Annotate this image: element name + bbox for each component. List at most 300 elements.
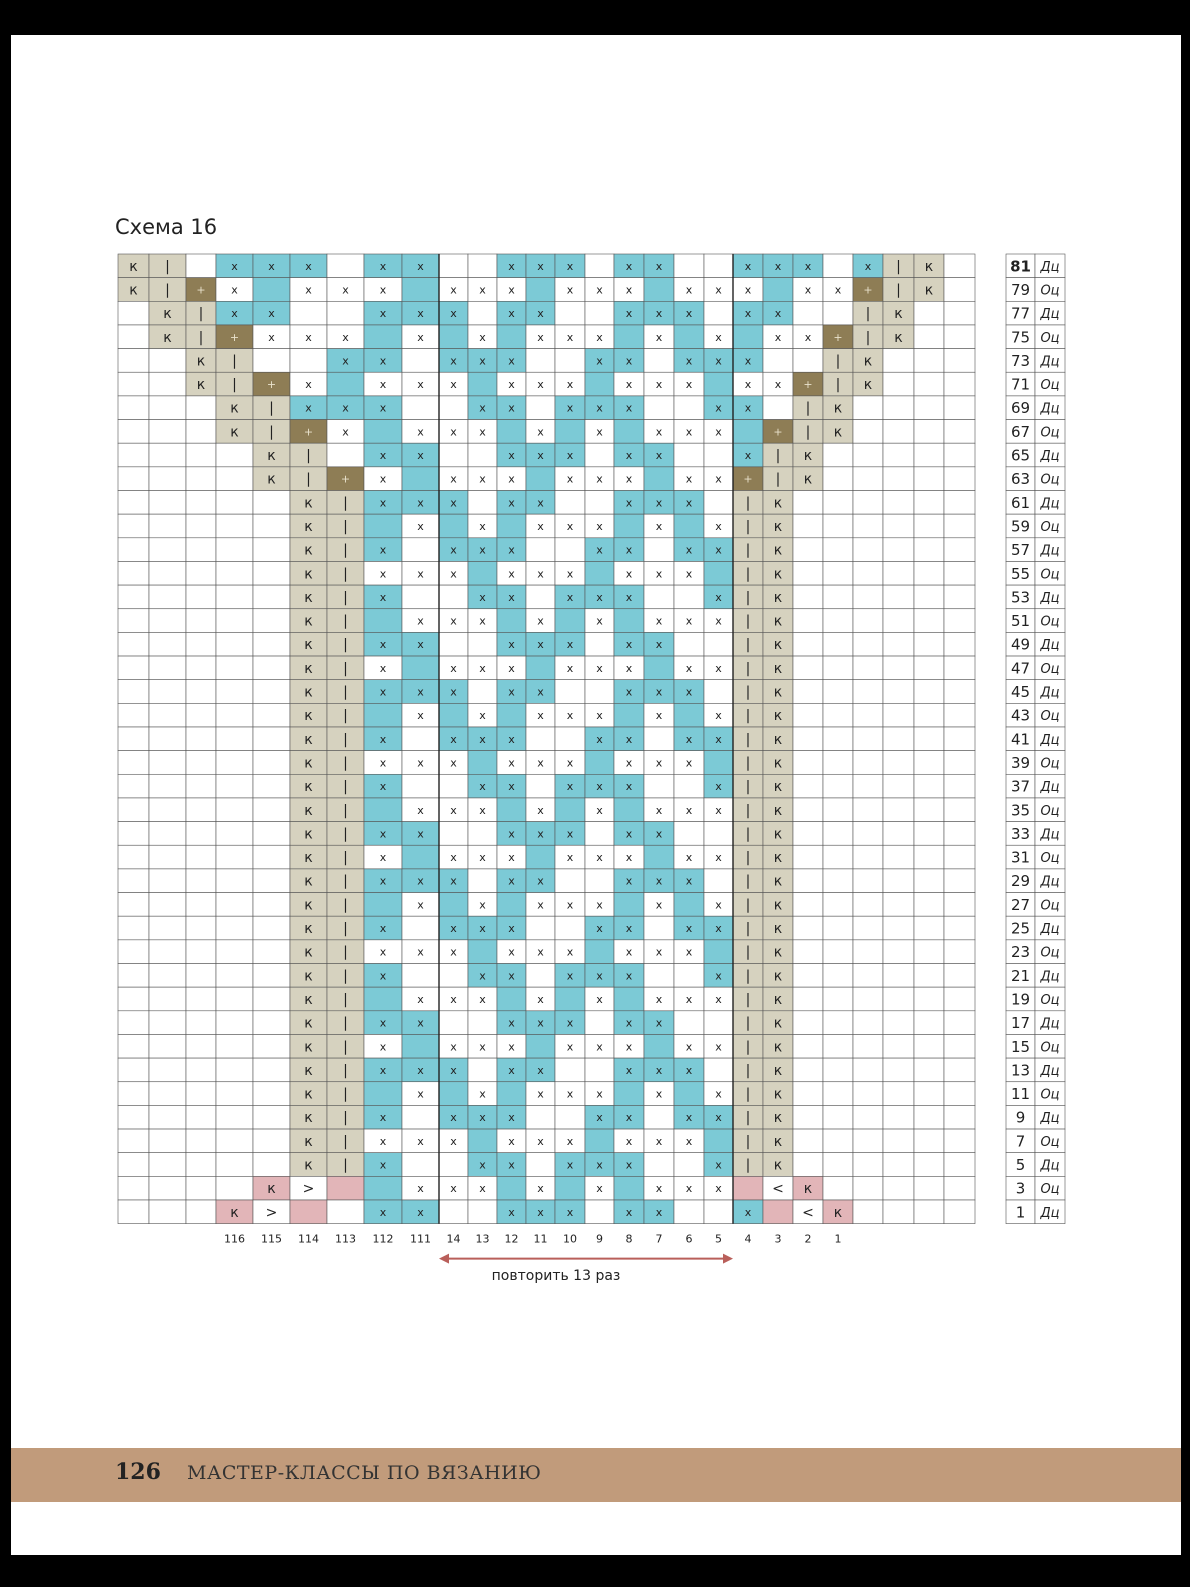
cell-symbol: x xyxy=(625,851,633,865)
chart-cell xyxy=(118,893,149,917)
chart-cell xyxy=(704,1011,733,1035)
chart-cell xyxy=(614,798,644,822)
cell-symbol: x xyxy=(655,259,663,273)
chart-cell xyxy=(118,1176,149,1200)
cell-symbol: x xyxy=(537,1016,544,1030)
cell-symbol: | xyxy=(745,589,751,606)
chart-cell xyxy=(118,727,149,751)
row-side: Оц xyxy=(1040,945,1060,961)
cell-symbol: x xyxy=(774,307,782,321)
cell-symbol: к xyxy=(773,897,783,914)
cell-symbol: x xyxy=(655,1134,663,1148)
chart-cell xyxy=(944,372,975,396)
chart-cell xyxy=(853,680,883,704)
row-number: 65 xyxy=(1010,446,1031,465)
chart-cell xyxy=(468,254,497,278)
column-labels xyxy=(224,1233,842,1246)
cell-symbol: x xyxy=(417,307,424,321)
cell-symbol: к xyxy=(773,613,783,630)
chart-cell xyxy=(914,869,944,893)
cell-symbol: x xyxy=(450,378,457,392)
cell-symbol: к xyxy=(304,850,313,867)
chart-cell xyxy=(853,1176,883,1200)
cell-symbol: x xyxy=(379,685,387,699)
cell-symbol: x xyxy=(379,472,387,486)
cell-symbol: к xyxy=(773,1062,783,1079)
chart-cell xyxy=(944,964,975,988)
cell-symbol: | xyxy=(745,779,751,796)
chart-cell xyxy=(118,372,149,396)
chart-cell xyxy=(585,751,614,775)
cell-symbol: | xyxy=(745,566,751,583)
chart-cell xyxy=(497,1176,526,1200)
cell-symbol: x xyxy=(479,543,486,557)
cell-symbol: x xyxy=(231,307,238,321)
chart-cell xyxy=(149,940,186,964)
chart-cell xyxy=(439,514,468,538)
cell-symbol: | xyxy=(165,282,170,299)
row-number: 39 xyxy=(1010,753,1031,772)
cell-symbol: x xyxy=(508,472,515,486)
cell-symbol: x xyxy=(655,330,663,344)
column-label: 11 xyxy=(533,1232,548,1246)
cell-symbol: x xyxy=(655,638,663,652)
chart-cell xyxy=(402,278,439,302)
cell-symbol: > xyxy=(265,1204,278,1221)
chart-cell xyxy=(216,798,253,822)
chart-cell xyxy=(853,893,883,917)
cell-symbol: x xyxy=(625,969,633,983)
chart-cell xyxy=(149,538,186,562)
chart-cell xyxy=(118,325,149,349)
cell-symbol: x xyxy=(625,259,633,273)
cell-symbol: к xyxy=(773,1039,783,1056)
chart-cell xyxy=(853,538,883,562)
row-side: Дц xyxy=(1040,922,1060,938)
cell-symbol: + xyxy=(743,472,753,486)
chart-cell xyxy=(674,1153,704,1177)
row-side: Оц xyxy=(1040,851,1060,867)
chart-cell xyxy=(853,396,883,420)
chart-cell xyxy=(914,325,944,349)
chart-cell xyxy=(402,538,439,562)
cell-symbol: к xyxy=(304,518,313,535)
cell-symbol: x xyxy=(537,378,544,392)
cell-symbol: x xyxy=(379,307,387,321)
cell-symbol: x xyxy=(379,851,387,865)
chart-cell xyxy=(914,964,944,988)
row-side: Дц xyxy=(1040,1158,1060,1174)
chart-cell xyxy=(914,656,944,680)
cell-symbol: | xyxy=(343,968,348,985)
cell-symbol: x xyxy=(596,709,603,723)
chart-cell xyxy=(216,916,253,940)
chart-cell xyxy=(853,751,883,775)
chart-cell xyxy=(186,751,216,775)
chart-cell xyxy=(468,443,497,467)
chart-cell xyxy=(118,1011,149,1035)
row-side: Оц xyxy=(1040,756,1060,772)
cell-symbol: к xyxy=(129,282,138,299)
cell-symbol: x xyxy=(655,803,663,817)
chart-cell xyxy=(793,1105,823,1129)
cell-symbol: x xyxy=(417,945,424,959)
chart-cell xyxy=(853,1105,883,1129)
row-side: Дц xyxy=(1040,354,1060,370)
row-number: 7 xyxy=(1015,1132,1026,1151)
cell-symbol: x xyxy=(479,1158,486,1172)
chart-cell xyxy=(853,774,883,798)
chart-cell xyxy=(149,893,186,917)
cell-symbol: x xyxy=(537,992,544,1006)
cell-symbol: x xyxy=(379,1040,387,1054)
chart-cell xyxy=(118,467,149,491)
chart-cell xyxy=(526,727,555,751)
cell-symbol: | xyxy=(343,1157,348,1174)
cell-symbol: x xyxy=(655,1205,663,1219)
column-label: 8 xyxy=(625,1232,633,1246)
chart-cell xyxy=(914,1058,944,1082)
chart-cell xyxy=(118,443,149,467)
chart-cell xyxy=(439,1082,468,1106)
cell-symbol: x xyxy=(537,330,544,344)
cell-symbol: x xyxy=(715,922,722,936)
cell-symbol: x xyxy=(508,496,515,510)
chart-cell xyxy=(364,893,402,917)
cell-symbol: к xyxy=(773,779,783,796)
cell-symbol: x xyxy=(417,449,424,463)
chart-cell xyxy=(402,774,439,798)
cell-symbol: к xyxy=(773,968,783,985)
cell-symbol: x xyxy=(596,330,603,344)
chart-cell xyxy=(149,987,186,1011)
chart-cell xyxy=(118,751,149,775)
cell-symbol: x xyxy=(685,354,693,368)
chart-cell xyxy=(614,987,644,1011)
cell-symbol: x xyxy=(596,354,603,368)
chart-cell xyxy=(823,916,853,940)
cell-symbol: к xyxy=(304,1015,313,1032)
chart-cell xyxy=(883,1129,914,1153)
cell-symbol: | xyxy=(306,448,311,465)
cell-symbol: x xyxy=(379,259,387,273)
chart-cell xyxy=(497,703,526,727)
chart-cell xyxy=(944,443,975,467)
chart-cell xyxy=(186,467,216,491)
chart-cell xyxy=(823,774,853,798)
cell-symbol: x xyxy=(596,519,603,533)
chart-cell xyxy=(614,420,644,444)
chart-cell xyxy=(497,420,526,444)
chart-cell xyxy=(468,491,497,515)
cell-symbol: x xyxy=(450,496,457,510)
cell-symbol: x xyxy=(685,685,693,699)
cell-symbol: x xyxy=(655,567,663,581)
chart-cell xyxy=(149,774,186,798)
cell-symbol: x xyxy=(685,756,693,770)
cell-symbol: x xyxy=(596,590,603,604)
chart-cell xyxy=(674,964,704,988)
chart-cell xyxy=(674,1200,704,1224)
chart-cell xyxy=(149,609,186,633)
chart-cell xyxy=(883,940,914,964)
cell-symbol: x xyxy=(537,874,544,888)
cell-symbol: x xyxy=(596,922,603,936)
chart-cell xyxy=(186,443,216,467)
chart-cell xyxy=(253,1082,290,1106)
column-label: 116 xyxy=(224,1232,245,1246)
row-side: Оц xyxy=(1040,1087,1060,1103)
chart-cell xyxy=(644,774,674,798)
cell-symbol: x xyxy=(655,1016,663,1030)
row-side: Оц xyxy=(1040,330,1060,346)
chart-cell xyxy=(118,987,149,1011)
chart-cell xyxy=(914,774,944,798)
cell-symbol: x xyxy=(508,354,515,368)
chart-cell xyxy=(823,822,853,846)
cell-symbol: x xyxy=(566,1205,574,1219)
chart-cell xyxy=(944,1129,975,1153)
chart-cell xyxy=(883,585,914,609)
chart-cell xyxy=(614,703,644,727)
chart-cell xyxy=(944,1082,975,1106)
cell-symbol: x xyxy=(417,1087,424,1101)
row-side: Дц xyxy=(1040,969,1060,985)
chart-cell xyxy=(585,1011,614,1035)
cell-symbol: x xyxy=(417,614,424,628)
chart-cell xyxy=(364,514,402,538)
cell-symbol: x xyxy=(596,1087,603,1101)
chart-cell xyxy=(402,845,439,869)
chart-cell xyxy=(914,680,944,704)
cell-symbol: x xyxy=(596,898,603,912)
chart-cell xyxy=(149,467,186,491)
chart-title: Схема 16 xyxy=(115,215,218,239)
chart-cell xyxy=(439,325,468,349)
chart-cell xyxy=(585,632,614,656)
cell-symbol: + xyxy=(266,378,277,392)
cell-symbol: | xyxy=(343,731,348,748)
cell-symbol: x xyxy=(685,1134,693,1148)
cell-symbol: x xyxy=(479,661,486,675)
chart-cell xyxy=(216,751,253,775)
chart-cell xyxy=(290,301,327,325)
chart-cell xyxy=(823,491,853,515)
cell-symbol: x xyxy=(417,259,424,273)
chart-cell xyxy=(644,964,674,988)
chart-cell xyxy=(883,1153,914,1177)
chart-cell xyxy=(704,869,733,893)
chart-cell xyxy=(216,609,253,633)
cell-symbol: к xyxy=(773,1133,783,1150)
chart-cell xyxy=(216,1153,253,1177)
cell-symbol: x xyxy=(685,614,693,628)
cell-symbol: | xyxy=(745,991,751,1008)
cell-symbol: x xyxy=(596,732,603,746)
cell-symbol: x xyxy=(417,756,424,770)
repeat-arrow xyxy=(439,1254,733,1264)
chart-cell xyxy=(914,467,944,491)
chart-cell xyxy=(823,869,853,893)
chart-cell xyxy=(118,632,149,656)
chart-cell xyxy=(793,301,823,325)
cell-symbol: | xyxy=(865,329,871,346)
cell-symbol: | xyxy=(343,708,348,725)
chart-cell xyxy=(253,1011,290,1035)
cell-symbol: к xyxy=(304,637,313,654)
row-side: Оц xyxy=(1040,1182,1060,1198)
chart-cell xyxy=(793,1082,823,1106)
chart-cell xyxy=(149,491,186,515)
cell-symbol: x xyxy=(479,922,486,936)
row-number: 17 xyxy=(1010,1014,1031,1033)
chart-cell xyxy=(468,680,497,704)
cell-symbol: к xyxy=(773,684,783,701)
chart-cell xyxy=(118,1105,149,1129)
chart-cell xyxy=(763,396,793,420)
chart-cell xyxy=(944,751,975,775)
row-number: 1 xyxy=(1015,1203,1026,1222)
chart-cell xyxy=(914,798,944,822)
cell-symbol: x xyxy=(450,567,457,581)
chart-cell xyxy=(853,1082,883,1106)
cell-symbol: | xyxy=(835,377,841,394)
chart-cell xyxy=(526,538,555,562)
chart-cell xyxy=(944,278,975,302)
chart-cell xyxy=(914,609,944,633)
cell-symbol: x xyxy=(508,1158,515,1172)
chart-cell xyxy=(149,1153,186,1177)
chart-cell xyxy=(118,1082,149,1106)
cell-symbol: x xyxy=(417,898,424,912)
chart-cell xyxy=(853,1011,883,1035)
page xyxy=(11,35,1181,1555)
row-side: Оц xyxy=(1040,661,1060,677)
chart-cell xyxy=(186,491,216,515)
cell-symbol: x xyxy=(566,661,574,675)
cell-symbol: x xyxy=(685,992,693,1006)
cell-symbol: x xyxy=(508,449,515,463)
chart-cell xyxy=(585,561,614,585)
cell-symbol: | xyxy=(745,660,751,677)
cell-symbol: | xyxy=(745,1039,751,1056)
cell-symbol: x xyxy=(479,898,486,912)
chart-cell xyxy=(944,869,975,893)
chart-cell xyxy=(526,1034,555,1058)
cell-symbol: x xyxy=(596,992,603,1006)
cell-symbol: x xyxy=(685,378,693,392)
chart-cell xyxy=(763,1200,793,1224)
cell-symbol: x xyxy=(508,1063,515,1077)
cell-symbol: x xyxy=(450,307,457,321)
chart-cell xyxy=(883,751,914,775)
cell-symbol: x xyxy=(417,1182,424,1196)
chart-cell xyxy=(439,254,468,278)
chart-cell xyxy=(823,1176,853,1200)
chart-cell xyxy=(733,325,763,349)
row-side: Дц xyxy=(1040,1016,1060,1032)
cell-symbol: x xyxy=(685,567,693,581)
chart-cell xyxy=(555,727,585,751)
chart-cell xyxy=(793,680,823,704)
cell-symbol: | xyxy=(745,542,751,559)
chart-cell xyxy=(674,585,704,609)
chart-cell xyxy=(186,1034,216,1058)
cell-symbol: + xyxy=(196,283,206,297)
cell-symbol: x xyxy=(379,1158,387,1172)
cell-symbol: x xyxy=(685,1182,693,1196)
cell-symbol: | xyxy=(306,471,311,488)
chart-cell xyxy=(823,1153,853,1177)
cell-symbol: x xyxy=(417,874,424,888)
chart-cell xyxy=(914,396,944,420)
cell-symbol: x xyxy=(379,945,387,959)
cell-symbol: + xyxy=(833,330,843,344)
cell-symbol: x xyxy=(625,590,633,604)
chart-cell xyxy=(883,845,914,869)
chart-cell xyxy=(118,609,149,633)
chart-cell xyxy=(733,420,763,444)
cell-symbol: x xyxy=(537,1205,544,1219)
cell-symbol: x xyxy=(537,827,544,841)
chart-cell xyxy=(674,254,704,278)
chart-cell xyxy=(704,1200,733,1224)
cell-symbol: x xyxy=(655,874,663,888)
chart-cell xyxy=(853,1200,883,1224)
cell-symbol: x xyxy=(744,259,752,273)
cell-symbol: x xyxy=(508,661,515,675)
chart-cell xyxy=(186,893,216,917)
chart-cell xyxy=(149,1058,186,1082)
chart-cell xyxy=(186,561,216,585)
chart-cell xyxy=(149,964,186,988)
chart-cell xyxy=(253,845,290,869)
chart-cell xyxy=(402,467,439,491)
chart-cell xyxy=(118,964,149,988)
cell-symbol: x xyxy=(715,661,722,675)
chart-cell xyxy=(823,987,853,1011)
cell-symbol: | xyxy=(343,826,348,843)
chart-cell xyxy=(914,1011,944,1035)
chart-cell xyxy=(468,632,497,656)
chart-cell xyxy=(853,798,883,822)
cell-symbol: x xyxy=(450,354,457,368)
cell-symbol: x xyxy=(655,1063,663,1077)
chart-cell xyxy=(883,774,914,798)
chart-cell xyxy=(186,774,216,798)
chart-cell xyxy=(526,656,555,680)
chart-cell xyxy=(944,774,975,798)
cell-symbol: x xyxy=(566,1134,574,1148)
repeat-arrow-left-head xyxy=(439,1254,449,1264)
chart-cell xyxy=(793,869,823,893)
chart-cell xyxy=(883,396,914,420)
chart-cell xyxy=(186,964,216,988)
cell-symbol: x xyxy=(479,401,486,415)
chart-cell xyxy=(944,703,975,727)
chart-cell xyxy=(216,845,253,869)
cell-symbol: | xyxy=(343,873,348,890)
chart-cell xyxy=(944,538,975,562)
chart-cell xyxy=(793,1034,823,1058)
chart-cell xyxy=(793,798,823,822)
cell-symbol: x xyxy=(685,732,693,746)
chart-cell xyxy=(674,396,704,420)
cell-symbol: x xyxy=(342,283,349,297)
chart-cell xyxy=(216,1082,253,1106)
cell-symbol: x xyxy=(305,401,312,415)
chart-cell xyxy=(944,1034,975,1058)
